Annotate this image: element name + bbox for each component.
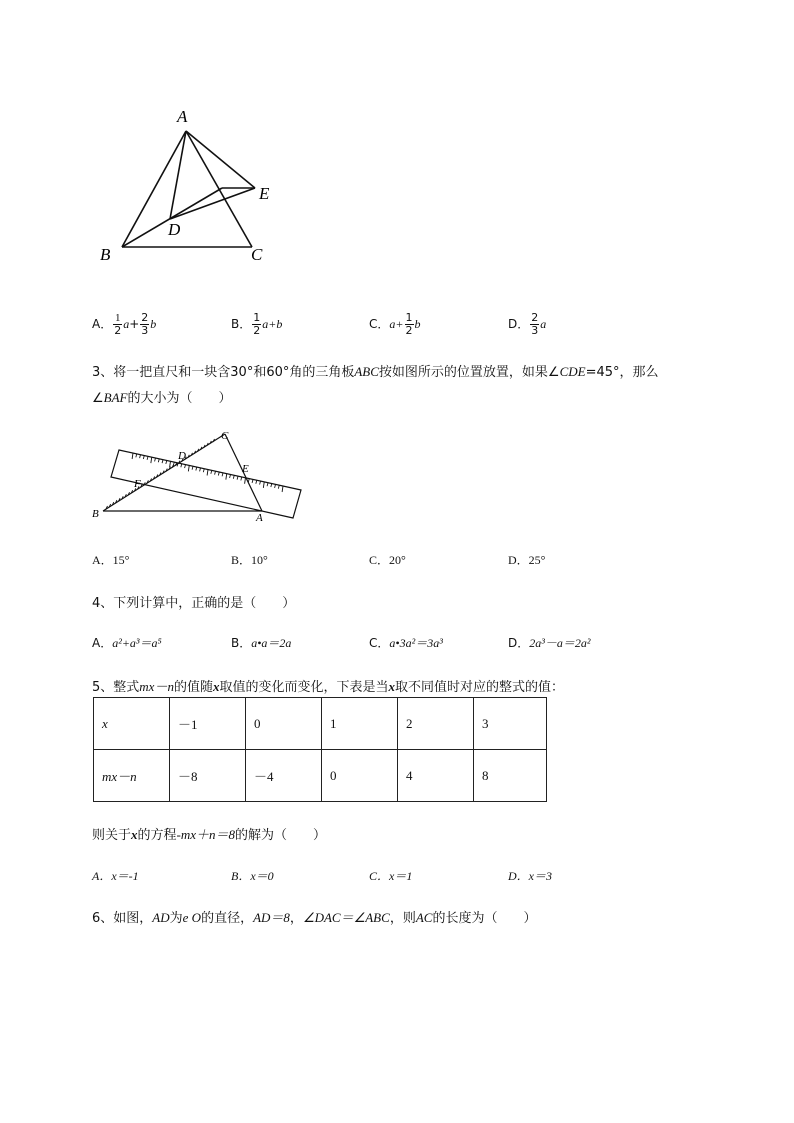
table-cell: －1: [170, 698, 246, 750]
label-b: B: [100, 245, 111, 264]
ruler-tick: [166, 460, 167, 464]
table-cell: 0: [246, 698, 322, 750]
ruler-tick: [230, 474, 231, 478]
table-cell: 4: [398, 750, 474, 802]
q4-option-b: B．a•a＝2a: [231, 636, 292, 650]
ruler-tick: [188, 465, 189, 471]
q5-question: 则关于x的方程-mx＋n＝8的解为（ ）: [92, 827, 327, 843]
q3-option-b: B．10°: [231, 553, 268, 567]
q4-stem: 4、下列计算中，正确的是（ ）: [92, 596, 296, 611]
table-cell: mx－n: [94, 750, 170, 802]
ruler-tick: [263, 482, 264, 488]
ruler-tick: [256, 480, 257, 484]
label-f2: F: [134, 478, 141, 490]
q3-option-d: D．25°: [508, 553, 546, 567]
q2-option-d: D． $\frac{2}{3}$ a: [508, 311, 547, 337]
table-row: [94, 698, 547, 750]
ruler-tick: [196, 467, 197, 471]
label-c2: C: [221, 430, 229, 442]
ruler-tick: [260, 481, 261, 485]
ruler-tick: [271, 484, 272, 488]
ruler-tick: [226, 474, 227, 480]
ruler-tick: [207, 470, 208, 476]
ruler-tick: [218, 472, 219, 476]
q4-option-a: A．a²+a³＝a⁵: [92, 636, 162, 650]
label-e: E: [259, 184, 270, 203]
ruler-tick: [222, 473, 223, 477]
q3-stem-line1: 3、将一把直尺和一块含30°和60°角的三角板ABC按如图所示的位置放置，如果∠CDE=45°，那么: [92, 364, 659, 380]
q5-option-b: B．x＝0: [231, 869, 274, 883]
table-row: [94, 750, 547, 802]
ruler-tick: [140, 455, 141, 459]
ruler-tick: [177, 463, 178, 467]
ruler-tick: [278, 485, 279, 489]
label-d: D: [168, 220, 181, 239]
label-e2: E: [242, 463, 249, 475]
ruler-tick: [233, 475, 234, 479]
ruler-tick: [192, 466, 193, 470]
ruler-tick: [237, 476, 238, 480]
ruler-tick: [181, 464, 182, 468]
q4-option-d: D．2a³－a＝2a²: [508, 636, 591, 650]
q3-option-c: C．20°: [369, 553, 406, 567]
ruler-tick: [252, 479, 253, 483]
table-cell: －4: [246, 750, 322, 802]
ruler-tick: [143, 455, 144, 459]
q4-option-c: C．a•3a²＝3a³: [369, 636, 443, 650]
q3-option-a: A．15°: [92, 553, 130, 567]
ruler-tick: [136, 454, 137, 458]
ruler-tick: [151, 457, 152, 463]
ruler-tick: [241, 477, 242, 481]
table-cell: 0: [322, 750, 398, 802]
figure-triangle-abde: [95, 100, 285, 270]
q5-option-a: A．x＝-1: [92, 869, 139, 883]
ruler-tick: [158, 459, 159, 463]
ruler-tick: [147, 456, 148, 460]
ruler-tick: [248, 479, 249, 483]
value-table: [93, 697, 547, 802]
label-a2: A: [256, 512, 263, 524]
ruler-tick: [282, 486, 283, 492]
table-cell: 8: [474, 750, 547, 802]
figure-ruler-triangle: [88, 425, 313, 525]
table-cell: 3: [474, 698, 547, 750]
q6-stem: 6、如图，AD为e O的直径，AD＝8，∠DAC＝∠ABC，则AC的长度为（ ）: [92, 910, 537, 926]
ruler-tick: [155, 458, 156, 462]
label-c: C: [251, 245, 263, 264]
ruler-tick: [211, 470, 212, 474]
q2-option-a: A． $\frac{1}{2}$ a+ $\frac{2}{3}$ b: [92, 311, 157, 337]
table-cell: －8: [170, 750, 246, 802]
table-cell: 2: [398, 698, 474, 750]
q2-option-c: C．a+ $\frac{1}{2}$ b: [369, 311, 421, 337]
label-a: A: [177, 107, 188, 126]
ruler-tick: [170, 461, 171, 467]
ruler-tick: [200, 468, 201, 472]
ruler-tick: [185, 465, 186, 469]
ruler-tick: [245, 478, 246, 484]
ruler-tick: [203, 469, 204, 473]
ruler-tick: [215, 471, 216, 475]
table-cell: x: [94, 698, 170, 750]
q5-option-d: D．x＝3: [508, 869, 552, 883]
ruler-tick: [132, 453, 133, 459]
label-b2: B: [92, 508, 99, 520]
q5-stem: 5、整式mx－n的值随x取值的变化而变化，下表是当x取不同值时对应的整式的值：: [92, 679, 564, 695]
table-cell: 1: [322, 698, 398, 750]
q3-stem-line2: ∠BAF的大小为（ ）: [92, 390, 232, 406]
ruler-tick: [267, 483, 268, 487]
q5-option-c: C．x＝1: [369, 869, 413, 883]
label-d2: D: [178, 450, 186, 462]
q2-option-b: B． $\frac{1}{2}$ a+b: [231, 311, 283, 337]
ruler-tick: [275, 484, 276, 488]
ruler-tick: [162, 460, 163, 464]
